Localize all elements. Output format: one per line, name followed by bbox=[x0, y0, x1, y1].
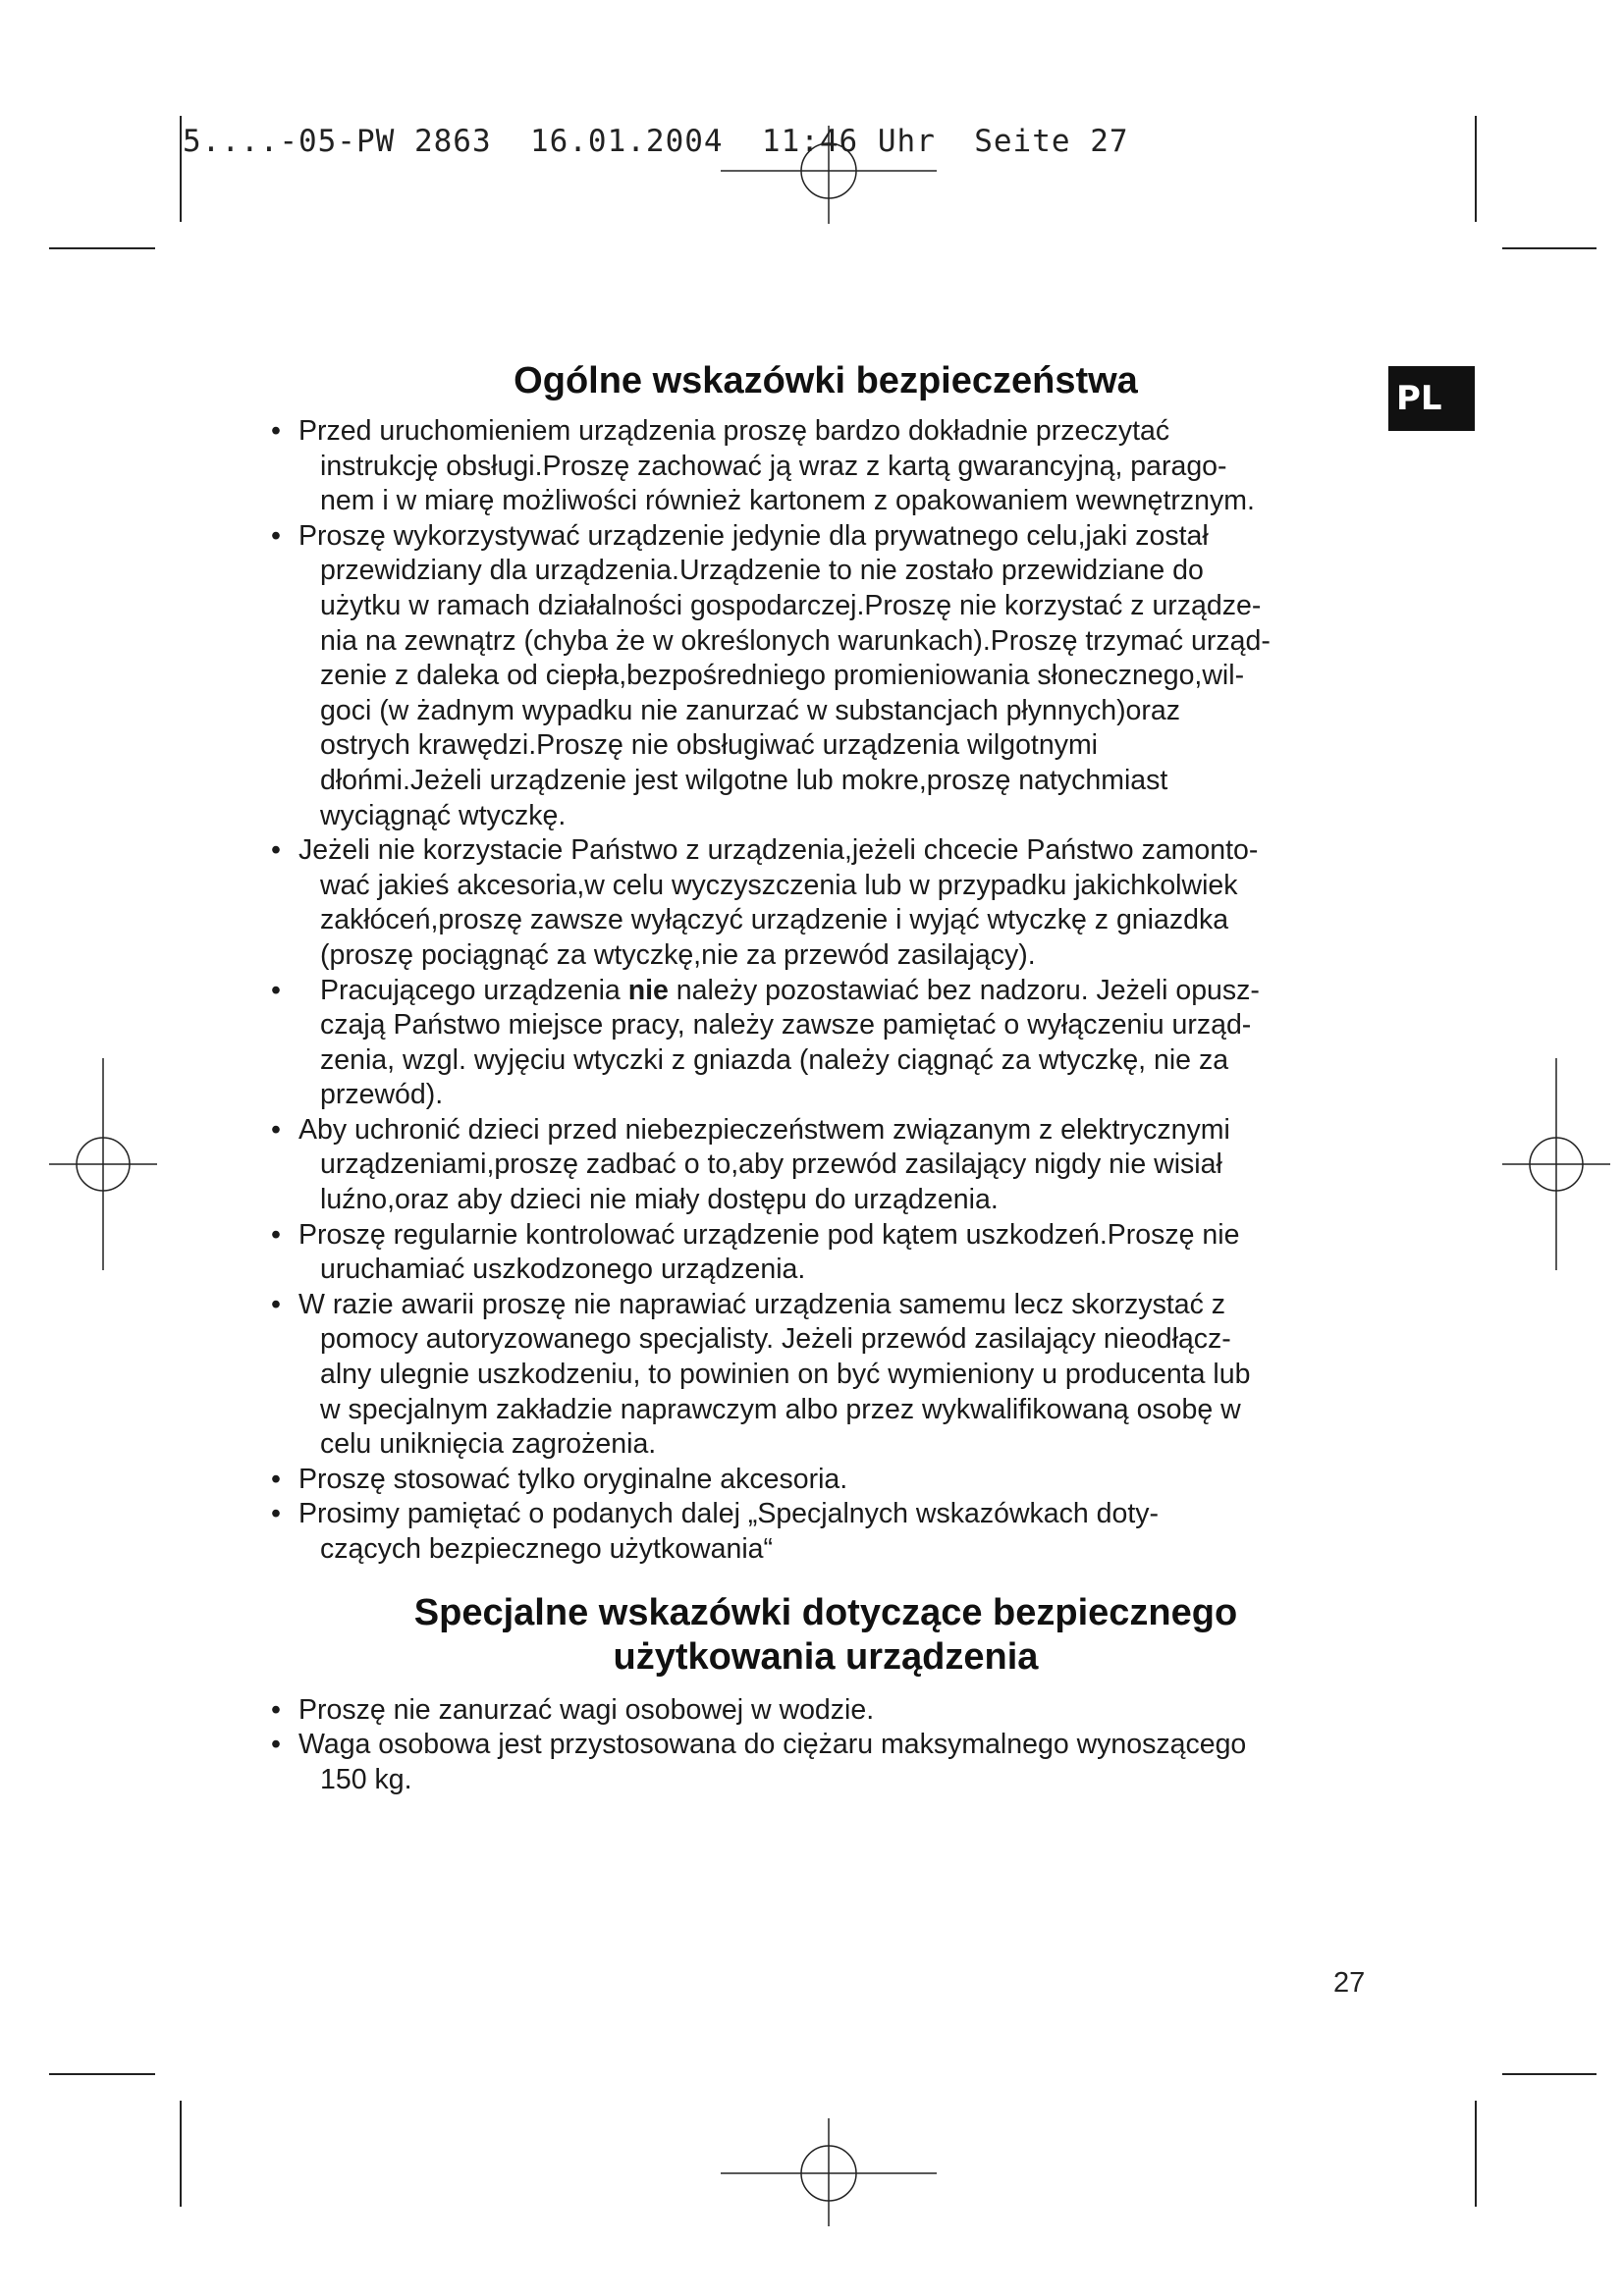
list-item-line: Przed uruchomieniem urządzenia proszę bardzo dokładnie przeczytać bbox=[298, 415, 1170, 447]
list-item bbox=[271, 414, 1380, 519]
bullet-mark: • bbox=[271, 974, 281, 1006]
list-item-text: Pracującego urządzenia bbox=[320, 974, 628, 1006]
bullet-mark: • bbox=[271, 1498, 281, 1530]
list-item bbox=[271, 1113, 1380, 1218]
list-item bbox=[271, 833, 1380, 973]
registration-mark-top bbox=[721, 126, 937, 224]
list-item-line: pomocy autoryzowanego specjalisty. Jeżeli przewód zasilający nieodłącz- bbox=[320, 1323, 1231, 1356]
crop-mark-bottom-left-vertical bbox=[180, 2101, 182, 2207]
bullet-mark: • bbox=[271, 1693, 281, 1726]
list-item-line: celu uniknięcia zagrożenia. bbox=[320, 1428, 657, 1461]
list-item-line: zenia, wzgl. wyjęciu wtyczki z gniazda (należy ciągnąć za wtyczkę, nie za bbox=[320, 1043, 1229, 1076]
list-item-line: alny ulegnie uszkodzeniu, to powinien on być wymieniony u producenta lub bbox=[320, 1359, 1251, 1391]
list-item-line bbox=[298, 974, 1380, 1009]
emphasis-text: nie bbox=[627, 974, 669, 1006]
section-general-safety-title: Ogólne wskazówki bezpieczeństwa bbox=[514, 360, 1138, 401]
list-item bbox=[271, 519, 1380, 833]
list-item bbox=[271, 1218, 1380, 1288]
list-item bbox=[271, 1497, 1380, 1567]
crop-mark-top-left-vertical bbox=[180, 116, 182, 222]
list-item-line: dłońmi.Jeżeli urządzenie jest wilgotne lub mokre,proszę natychmiast bbox=[320, 764, 1168, 796]
section-special-safety-title-line-2: użytkowania urządzenia bbox=[613, 1635, 1039, 1678]
list-item-line: wać jakieś akcesoria,w celu wyczyszczenia lub w przypadku jakichkolwiek bbox=[320, 869, 1238, 901]
list-item-line: w specjalnym zakładzie naprawczym albo przez wykwalifikowaną osobę w bbox=[320, 1393, 1241, 1425]
list-item-line: wyciągnąć wtyczkę. bbox=[320, 799, 567, 831]
general-safety-list bbox=[271, 414, 1380, 1568]
list-item bbox=[271, 1728, 1380, 1797]
crop-mark-bottom-right-vertical bbox=[1475, 2101, 1477, 2207]
crop-mark-top-right-vertical bbox=[1475, 116, 1477, 222]
bullet-mark: • bbox=[271, 1729, 281, 1761]
list-item-line: czają Państwo miejsce pracy, należy zawsze pamiętać o wyłączeniu urząd- bbox=[320, 1009, 1252, 1041]
document-body bbox=[271, 359, 1380, 1797]
list-item-line: goci (w żadnym wypadku nie zanurzać w substancjach płynnych)oraz bbox=[320, 694, 1180, 726]
list-item-line: uruchamiać uszkodzonego urządzenia. bbox=[320, 1254, 806, 1286]
registration-mark-right bbox=[1502, 1058, 1610, 1270]
list-item-line: przewód). bbox=[320, 1079, 444, 1111]
list-item-line: nia na zewnątrz (chyba że w określonych warunkach).Proszę trzymać urząd- bbox=[320, 624, 1271, 657]
list-item-line: nem i w miarę możliwości również kartonem z opakowaniem wewnętrznym. bbox=[320, 485, 1255, 517]
crop-mark-top-right-horizontal bbox=[1502, 247, 1597, 249]
crop-mark-top-left-horizontal bbox=[49, 247, 155, 249]
list-item-line: zenie z daleka od ciepła,bezpośredniego promieniowania słonecznego,wil- bbox=[320, 660, 1245, 692]
list-item bbox=[271, 1693, 1380, 1729]
list-item bbox=[271, 1288, 1380, 1463]
list-item-line: Jeżeli nie korzystacie Państwo z urządzenia,jeżeli chcecie Państwo zamonto- bbox=[298, 834, 1259, 867]
list-item-line: W razie awarii proszę nie naprawiać urządzenia samemu lecz skorzystać z bbox=[298, 1288, 1226, 1320]
list-item-line: Proszę wykorzystywać urządzenie jedynie dla prywatnego celu,jaki został bbox=[298, 519, 1209, 552]
list-item-line: ostrych krawędzi.Proszę nie obsługiwać urządzenia wilgotnymi bbox=[320, 729, 1099, 762]
bullet-mark: • bbox=[271, 415, 281, 447]
bullet-mark: • bbox=[271, 1463, 281, 1495]
bullet-mark: • bbox=[271, 1218, 281, 1251]
list-item-line: luźno,oraz aby dzieci nie miały dostępu do urządzenia. bbox=[320, 1184, 999, 1216]
list-item-line: 150 kg. bbox=[320, 1763, 412, 1795]
list-item-line: przewidziany dla urządzenia.Urządzenie to nie zostało przewidziane do bbox=[320, 555, 1204, 587]
bullet-mark: • bbox=[271, 1113, 281, 1146]
list-item-line: zakłóceń,proszę zawsze wyłączyć urządzenie i wyjąć wtyczkę z gniazdka bbox=[320, 904, 1229, 936]
list-item-line: czących bezpiecznego użytkowania“ bbox=[320, 1533, 773, 1565]
list-item-line: Proszę stosować tylko oryginalne akcesoria. bbox=[298, 1463, 848, 1495]
language-tab-badge: PL bbox=[1388, 366, 1475, 431]
crop-mark-bottom-right-horizontal bbox=[1502, 2073, 1597, 2075]
bullet-mark: • bbox=[271, 1288, 281, 1320]
registration-mark-left bbox=[49, 1058, 157, 1270]
list-item-line: Waga osobowa jest przystosowana do ciężaru maksymalnego wynoszącego bbox=[298, 1729, 1247, 1761]
list-item-line: Proszę nie zanurzać wagi osobowej w wodzie. bbox=[298, 1693, 875, 1726]
list-item-text: należy pozostawiać bez nadzoru. Jeżeli opusz- bbox=[668, 974, 1260, 1006]
section-special-safety-title-line-1: Specjalne wskazówki dotyczące bezpiecznego bbox=[413, 1591, 1238, 1633]
list-item-line: Proszę regularnie kontrolować urządzenie pod kątem uszkodzeń.Proszę nie bbox=[298, 1218, 1240, 1251]
list-item-line: instrukcję obsługi.Proszę zachować ją wraz z kartą gwarancyjną, parago- bbox=[320, 450, 1227, 482]
registration-mark-bottom bbox=[721, 2118, 937, 2226]
list-item-line: (proszę pociągnąć za wtyczkę,nie za przewód zasilający). bbox=[320, 938, 1036, 971]
list-item-line: urządzeniami,proszę zadbać o to,aby przewód zasilający nigdy nie wisiał bbox=[320, 1148, 1222, 1181]
list-item bbox=[271, 1463, 1380, 1498]
bullet-mark: • bbox=[271, 834, 281, 867]
print-slug-line: 5....-05-PW 2863 16.01.2004 11:46 Uhr Seite 27 bbox=[183, 124, 1129, 159]
page-number: 27 bbox=[1333, 1967, 1366, 1999]
special-safety-list bbox=[271, 1693, 1380, 1798]
crop-mark-bottom-left-horizontal bbox=[49, 2073, 155, 2075]
bullet-mark: • bbox=[271, 519, 281, 552]
list-item-line: Prosimy pamiętać o podanych dalej „Specjalnych wskazówkach doty- bbox=[298, 1498, 1159, 1530]
section-special-safety-title bbox=[271, 1591, 1380, 1680]
list-item bbox=[271, 974, 1380, 1113]
list-item-line: użytku w ramach działalności gospodarczej.Proszę nie korzystać z urządze- bbox=[320, 589, 1262, 621]
list-item-line: Aby uchronić dzieci przed niebezpieczeństwem związanym z elektrycznymi bbox=[298, 1113, 1230, 1146]
